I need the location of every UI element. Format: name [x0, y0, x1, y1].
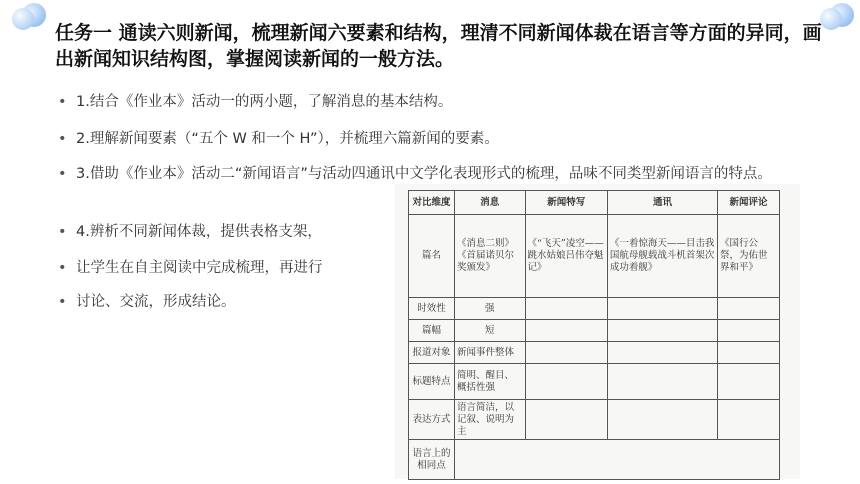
table-cell: 简明、醒目、概括性强 [455, 364, 526, 400]
row-label: 报道对象 [409, 342, 455, 364]
table-row [409, 364, 780, 400]
table-header-cell: 新闻评论 [718, 191, 780, 215]
table-cell [607, 320, 717, 342]
table-cell [525, 298, 607, 320]
table-cell: 《消息二则》《首届诺贝尔奖颁发》 [455, 215, 526, 298]
table-cell [525, 320, 607, 342]
comparison-table-image [395, 184, 800, 479]
table-cell [525, 400, 607, 440]
table-cell [525, 364, 607, 400]
table-header-cell: 对比维度 [409, 191, 455, 215]
table-cell [718, 320, 780, 342]
bullet-item: • 讨论、交流，形成结论。 [58, 292, 236, 312]
bullet-item: • 让学生在自主阅读中完成梳理，再进行 [58, 258, 323, 278]
table-cell [607, 342, 717, 364]
table-cell: 语言简洁，以记叙、说明为主 [455, 400, 526, 440]
table-cell [718, 342, 780, 364]
table-cell: 新闻事件整体 [455, 342, 526, 364]
bullet-item: • 2.理解新闻要素（“五个 W 和一个 H”），并梳理六篇新闻的要素。 [58, 129, 499, 149]
table-cell [607, 364, 717, 400]
table-cell [607, 298, 717, 320]
table-row [409, 440, 780, 480]
table-cell [525, 342, 607, 364]
row-label: 篇幅 [409, 320, 455, 342]
table-cell [718, 364, 780, 400]
row-label: 时效性 [409, 298, 455, 320]
table-row [409, 320, 780, 342]
table-header-row [409, 191, 780, 215]
row-label: 篇名 [409, 215, 455, 298]
slide-title: 任务一 通读六则新闻，梳理新闻六要素和结构，理清不同新闻体裁在语言等方面的异同，画出新闻知识结构图，掌握阅读新闻的一般方法。 [55, 22, 822, 70]
table-cell: 强 [455, 298, 526, 320]
table-row [409, 215, 780, 298]
table-cell: 《国行公祭，为佑世界和平》 [718, 215, 780, 298]
comparison-table [408, 190, 780, 480]
decorative-bubble-icon [12, 8, 34, 30]
table-row [409, 342, 780, 364]
table-row [409, 400, 780, 440]
table-cell: 《“飞天”凌空——跳水姑娘吕伟夺魁记》 [525, 215, 607, 298]
row-label: 标题特点 [409, 364, 455, 400]
bullet-item: • 1.结合《作业本》活动一的两小题，了解消息的基本结构。 [58, 92, 452, 112]
table-header-cell: 消息 [455, 191, 526, 215]
row-label: 表达方式 [409, 400, 455, 440]
table-cell [455, 440, 780, 480]
table-cell [607, 400, 717, 440]
bullet-item: • 3.借助《作业本》活动二“新闻语言”与活动四通讯中文学化表现形式的梳理，品味不同类型新闻语言的特点。 [58, 164, 818, 184]
table-cell: 《一着惊海天——目击我国航母舰载战斗机首架次成功着舰》 [607, 215, 717, 298]
table-header-cell: 新闻特写 [525, 191, 607, 215]
table-header-cell: 通讯 [607, 191, 717, 215]
table-cell [718, 400, 780, 440]
table-cell [718, 298, 780, 320]
bullet-item: • 4.辨析不同新闻体裁，提供表格支架， [58, 222, 322, 242]
row-label: 语言上的相同点 [409, 440, 455, 480]
table-row [409, 298, 780, 320]
table-cell: 短 [455, 320, 526, 342]
